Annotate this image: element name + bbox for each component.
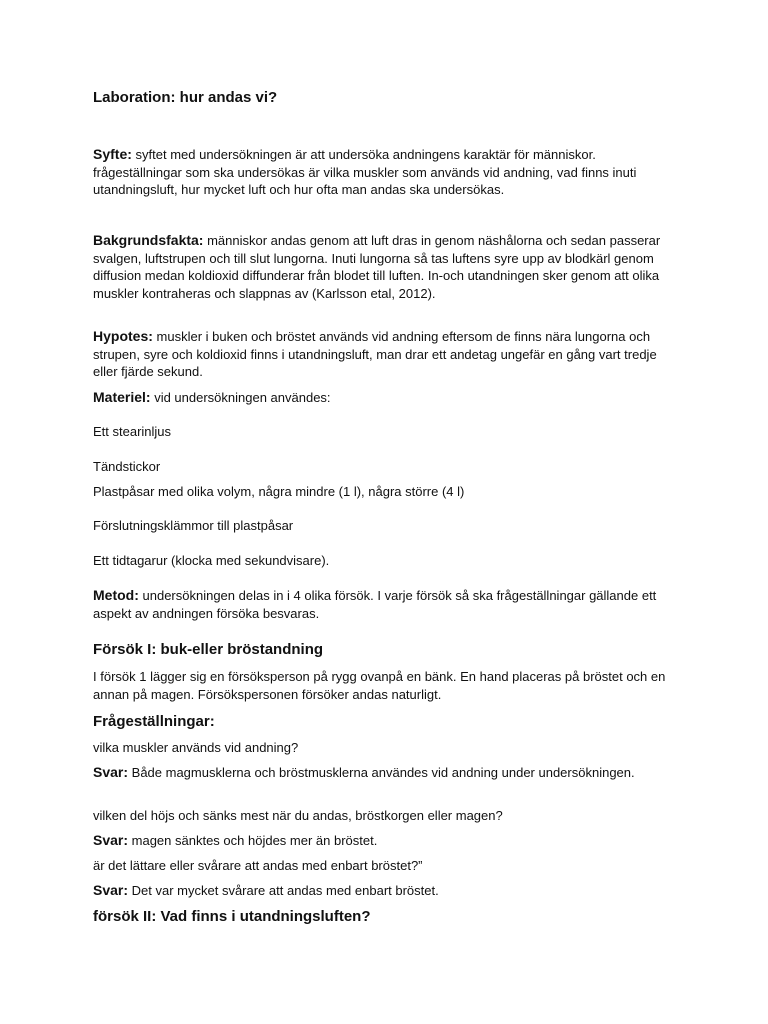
- answer-2: [93, 832, 683, 850]
- forsok1-paragraph: I försök 1 lägger sig en försöksperson på rygg ovanpå en bänk. En hand placeras på bröstet och en annan på magen. Försökspersonen försöker andas naturligt.: [93, 669, 666, 702]
- answer-3-text: Det var mycket svårare att andas med enbart bröstet.: [128, 883, 439, 898]
- hypotes-label: Hypotes:: [93, 328, 153, 344]
- syfte-text: syftet med undersökningen är att undersöka andningens karaktär för människor. frågeställningar som ska undersökas är vilka muskler som används vid andning, vad finns inuti utandningsluft, hur mycket luft och hur ofta man andas ska undersökas.: [93, 147, 637, 197]
- hypotes-paragraph: [93, 328, 683, 381]
- metod-paragraph: [93, 587, 683, 622]
- forsok2-heading: försök II: Vad finns i utandningsluften?: [93, 908, 371, 925]
- svar-label: Svar:: [93, 764, 129, 780]
- answer-3: [93, 882, 683, 900]
- svar-label: Svar:: [93, 882, 129, 898]
- bakgrund-text: människor andas genom att luft dras in genom näshålorna och sedan passerar svalgen, luftstrupen och till slut lungorna. Inuti lungorna så tas luftens syre upp av blodkärl genom diffusion medan koldioxid diffunderar från blodet till luften. In-och utandningen sker genom att olika muskler kontraheras och slappnas av (Karlsson etal, 2012).: [93, 233, 661, 301]
- hypotes-text: muskler i buken och bröstet används vid andning eftersom de finns nära lungorna och strupen, syre och koldioxid finns i utandningsluft, man drar ett andetag ungefär en gång vart tredje eller fjärde sekund.: [93, 329, 657, 379]
- answer-1: [93, 764, 683, 782]
- question-3: är det lättare eller svårare att andas med enbart bröstet?”: [93, 858, 423, 873]
- question-2: vilken del höjs och sänks mest när du andas, bröstkorgen eller magen?: [93, 808, 503, 823]
- document-title: Laboration: hur andas vi?: [93, 89, 278, 106]
- svar-label: Svar:: [93, 832, 129, 848]
- question-1: vilka muskler används vid andning?: [93, 740, 299, 755]
- materiel-item: Ett stearinljus: [93, 424, 172, 439]
- syfte-paragraph: [93, 146, 683, 199]
- materiel-item: Tändstickor: [93, 459, 161, 474]
- materiel-text: vid undersökningen användes:: [150, 390, 331, 405]
- bakgrund-paragraph: [93, 232, 683, 302]
- answer-2-text: magen sänktes och höjdes mer än bröstet.: [128, 833, 378, 848]
- fragestallningar-heading: Frågeställningar:: [93, 713, 215, 730]
- bakgrund-label: Bakgrundsfakta:: [93, 232, 204, 248]
- materiel-item: Ett tidtagarur (klocka med sekundvisare).: [93, 553, 330, 568]
- metod-text: undersökningen delas in i 4 olika försök. I varje försök så ska frågeställningar gällande ett aspekt av andningen försöka besvaras.: [93, 588, 657, 621]
- metod-label: Metod:: [93, 587, 139, 603]
- materiel-label: Materiel:: [93, 389, 151, 405]
- materiel-paragraph: [93, 389, 683, 407]
- answer-1-text: Både magmusklerna och bröstmusklerna användes vid andning under undersökningen.: [128, 765, 635, 780]
- materiel-item: Förslutningsklämmor till plastpåsar: [93, 518, 294, 533]
- forsok1-heading: Försök I: buk-eller bröstandning: [93, 641, 324, 658]
- syfte-label: Syfte:: [93, 146, 132, 162]
- materiel-item: Plastpåsar med olika volym, några mindre (1 l), några större (4 l): [93, 484, 465, 499]
